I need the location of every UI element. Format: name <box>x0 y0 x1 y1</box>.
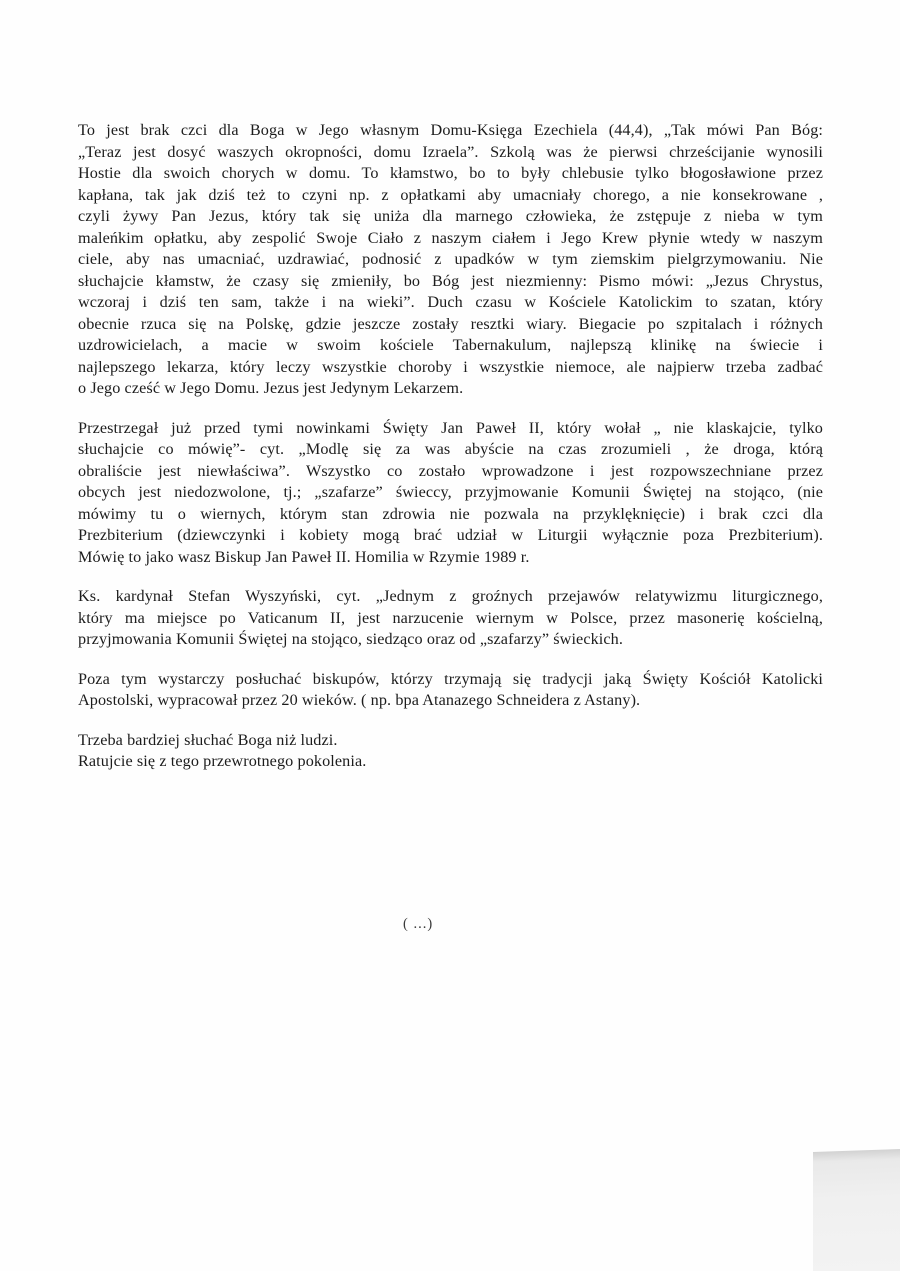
text-line: przyjmowania Komunii Świętej na stojąco, siedząco oraz od „szafarzy” świeckich. <box>78 630 624 648</box>
text-line: Mówię to jako wasz Biskup Jan Paweł II. Homilia w Rzymie 1989 r. <box>78 547 530 566</box>
text-line: słuchajcie co mówię”- cyt. „Modlę się za was abyście na czas zrozumieli , że droga, którą <box>78 440 823 458</box>
text-line: słuchajcie kłamstw, że czasy się zmieniły, bo Bóg jest niezmienny: Pismo mówi: „Jezus Chrystus, <box>78 271 823 290</box>
text-line: czyli żywy Pan Jezus, który tak się uniża dla marnego człowieka, że zstępuje z nieba w tym <box>78 207 823 225</box>
text-line: Poza tym wystarczy posłuchać biskupów, którzy trzymają się tradycji jaką Święty Kościół Katolicki <box>78 669 823 688</box>
paragraph <box>78 586 823 651</box>
page-corner-shadow <box>813 1149 900 1271</box>
text-line: „Teraz jest dosyć waszych okropności, domu Izraela”. Szkolą was że pierwsi chrześcijanie wynosili <box>78 142 823 161</box>
text-line: Trzeba bardziej słuchać Boga niż ludzi. <box>78 730 338 749</box>
text-line: o Jego cześć w Jego Domu. Jezus jest Jedynym Lekarzem. <box>78 379 464 397</box>
text-line: Apostolski, wypracował przez 20 wieków. ( np. bpa Atanazego Schneidera z Astany). <box>78 691 641 709</box>
paragraph <box>78 669 823 712</box>
text-line: najlepszego lekarza, który leczy wszystkie choroby i wszystkie niemoce, ale najpierw trzeba zadbać <box>78 357 823 376</box>
text-line: który ma miejsce po Vaticanum II, jest narzucenie wiernym w Polsce, przez masonerię kościelną, <box>78 608 823 627</box>
text-line: Ks. kardynał Stefan Wyszyński, cyt. „Jednym z groźnych przejawów relatywizmu liturgicznego, <box>78 587 823 605</box>
text-line: obecnie rzuca się na Polskę, gdzie jeszcze zostały resztki wiary. Biegacie po szpitalach i różnych <box>78 314 823 333</box>
paragraph <box>78 730 823 773</box>
document-text-block <box>78 120 823 791</box>
paragraph <box>78 418 823 569</box>
text-line: Prezbiterium (dziewczynki i kobiety mogą brać udział w Liturgii wyłącznie poza Prezbiterium). <box>78 526 823 544</box>
text-line: Przestrzegał już przed tymi nowinkami Święty Jan Paweł II, który wołał „ nie klaskajcie, tylko <box>78 418 823 437</box>
text-line: wczoraj i dziś ten sam, także i na wieki”. Duch czasu w Kościele Katolickim to szatan, który <box>78 293 823 311</box>
text-line: maleńkim opłatku, aby zespolić Swoje Ciało z naszym ciałem i Jego Krew płynie wtedy w naszym <box>78 228 823 247</box>
text-line: obraliście jest niewłaściwa”. Wszystko co zostało wprowadzone i jest rozpowszechniane przez <box>78 461 823 480</box>
text-line: ciele, aby nas umacniać, uzdrawiać, podnosić z upadków w tym ziemskim pielgrzymowaniu. Nie <box>78 250 823 268</box>
text-line: kapłana, tak jak dziś też to czyni np. z opłatkami aby umacniały chorego, a nie konsekrowane , <box>78 185 823 204</box>
text-line: uzdrowicielach, a macie w swoim kościele Tabernakulum, najlepszą klinikę na świecie i <box>78 336 823 354</box>
text-line: To jest brak czci dla Boga w Jego własnym Domu-Księga Ezechiela (44,4), „Tak mówi Pan Bóg: <box>78 121 823 139</box>
text-line: Ratujcie się z tego przewrotnego pokolenia. <box>78 752 367 770</box>
text-line: obcych jest niedozwolone, tj.; „szafarze” świeccy, przyjmowanie Komunii Świętej na stojąco, (nie <box>78 483 823 501</box>
text-line: Hostie dla swoich chorych w domu. To kłamstwo, bo to były chlebusie tylko błogosławione przez <box>78 164 823 182</box>
paragraph <box>78 120 823 400</box>
text-line: mówimy tu o wiernych, którym stan zdrowia nie pozwala na przyklęknięcie) i brak czci dla <box>78 504 823 523</box>
omission-marker: ( ...) <box>403 916 434 932</box>
